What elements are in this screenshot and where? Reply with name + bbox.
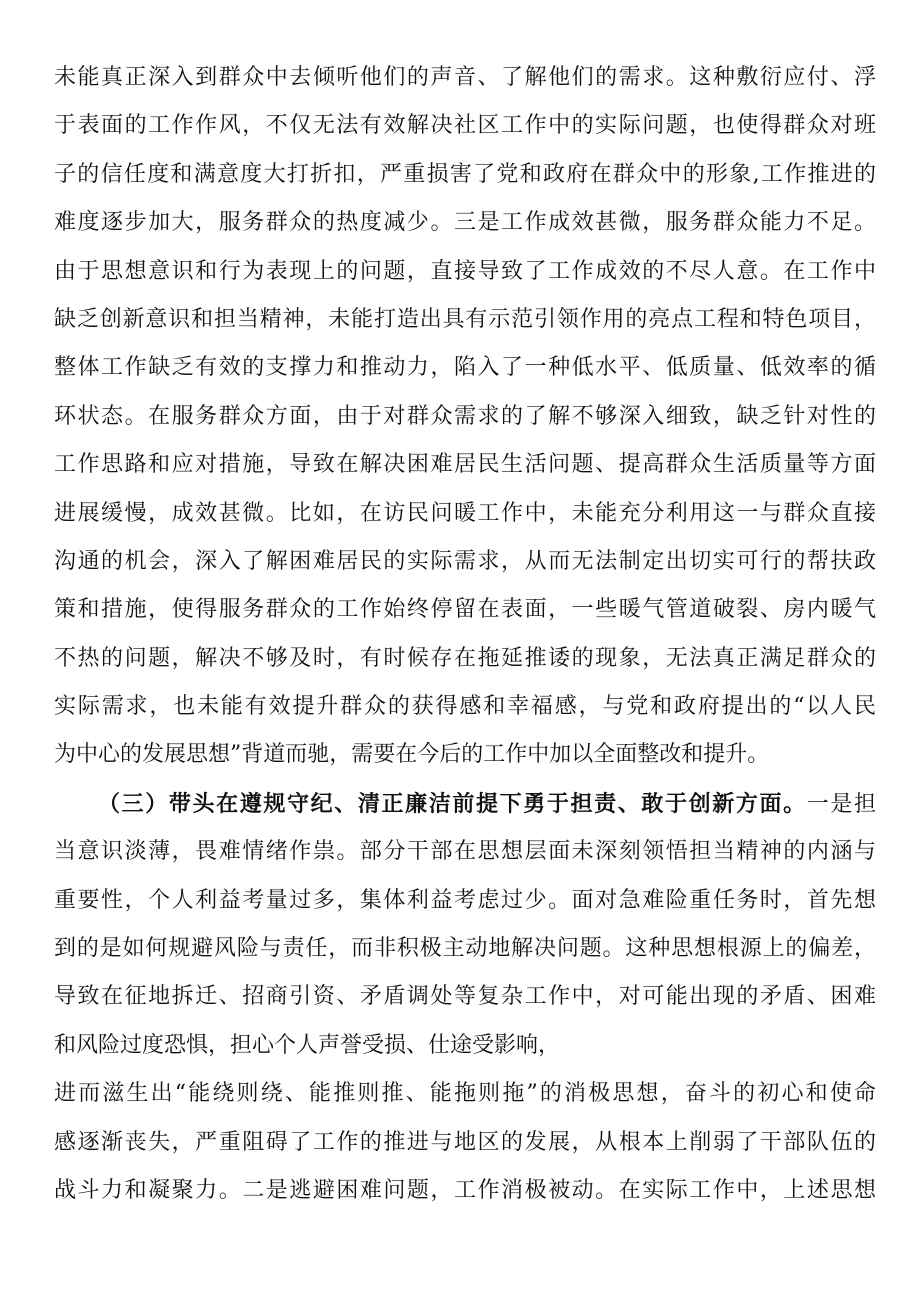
document-body (54, 54, 876, 1215)
paragraph-line: 导致在征地拆迁、招商引资、矛盾调处等复杂工作中，对可能出现的矛盾、困难 (54, 984, 876, 1010)
paragraph-line: 策和措施，使得服务群众的工作始终停留在表面，一些暖气管道破裂、房内暖气 (54, 597, 876, 623)
paragraph-line: 不热的问题，解决不够及时，有时候存在拖延推诿的现象，无法真正满足群众的 (54, 645, 876, 671)
paragraph-line: 进展缓慢，成效甚微。比如，在访民问暖工作中，未能充分利用这一与群众直接 (54, 500, 876, 526)
section-heading-line (54, 780, 876, 828)
paragraph-line: 难度逐步加大，服务群众的热度减少。三是工作成效甚微，服务群众能力不足。 (54, 210, 876, 236)
paragraph-line: 整体工作缺乏有效的支撑力和推动力，陷入了一种低水平、低质量、低效率的循 (54, 355, 876, 381)
paragraph-line: 重要性，个人利益考量过多，集体利益考虑过少。面对急难险重任务时，首先想 (54, 887, 876, 913)
paragraph-line: 和风险过度恐惧，担心个人声誉受损、仕途受影响， (54, 1032, 561, 1058)
paragraph-line: 未能真正深入到群众中去倾听他们的声音、了解他们的需求。这种敷衍应付、浮 (54, 65, 876, 90)
paragraph-line: 为中心的发展思想”背道而驰，需要在今后的工作中加以全面整改和提升。 (54, 742, 770, 768)
paragraph-line: 子的信任度和满意度大打折扣，严重损害了党和政府在群众中的形象,工作推进的 (54, 161, 876, 187)
paragraph-line: 实际需求，也未能有效提升群众的获得感和幸福感，与党和政府提出的“以人民 (54, 694, 876, 720)
section-heading: （三）带头在遵规守纪、清正廉洁前提下勇于担责、敢于创新方面。 (98, 790, 807, 817)
paragraph-line: 于表面的工作作风，不仅无法有效解决社区工作中的实际问题，也使得群众对班 (54, 113, 876, 139)
paragraph-line: 战斗力和凝聚力。二是逃避困难问题，工作消极被动。在实际工作中，上述思想 (54, 1177, 876, 1203)
section-heading-tail: 一是担 (806, 791, 876, 817)
paragraph-line: 进而滋生出“能绕则绕、能推则推、能拖则拖”的消极思想，奋斗的初心和使命 (54, 1081, 876, 1107)
paragraph-line: 缺乏创新意识和担当精神，未能打造出具有示范引领作用的亮点工程和特色项目， (54, 306, 876, 332)
paragraph-line: 工作思路和应对措施，导致在解决困难居民生活问题、提高群众生活质量等方面 (54, 452, 876, 478)
paragraph-line: 感逐渐丧失，严重阻碍了工作的推进与地区的发展，从根本上削弱了干部队伍的 (54, 1129, 876, 1155)
paragraph-line: 当意识淡薄，畏难情绪作祟。部分干部在思想层面未深刻领悟担当精神的内涵与 (54, 839, 876, 865)
paragraph-line: 沟通的机会，深入了解困难居民的实际需求，从而无法制定出切实可行的帮扶政 (54, 548, 876, 574)
paragraph-line: 到的是如何规避风险与责任，而非积极主动地解决问题。这种思想根源上的偏差， (54, 936, 876, 962)
paragraph-line: 由于思想意识和行为表现上的问题，直接导致了工作成效的不尽人意。在工作中 (54, 258, 876, 284)
paragraph-line: 环状态。在服务群众方面，由于对群众需求的了解不够深入细致，缺乏针对性的 (54, 403, 876, 429)
